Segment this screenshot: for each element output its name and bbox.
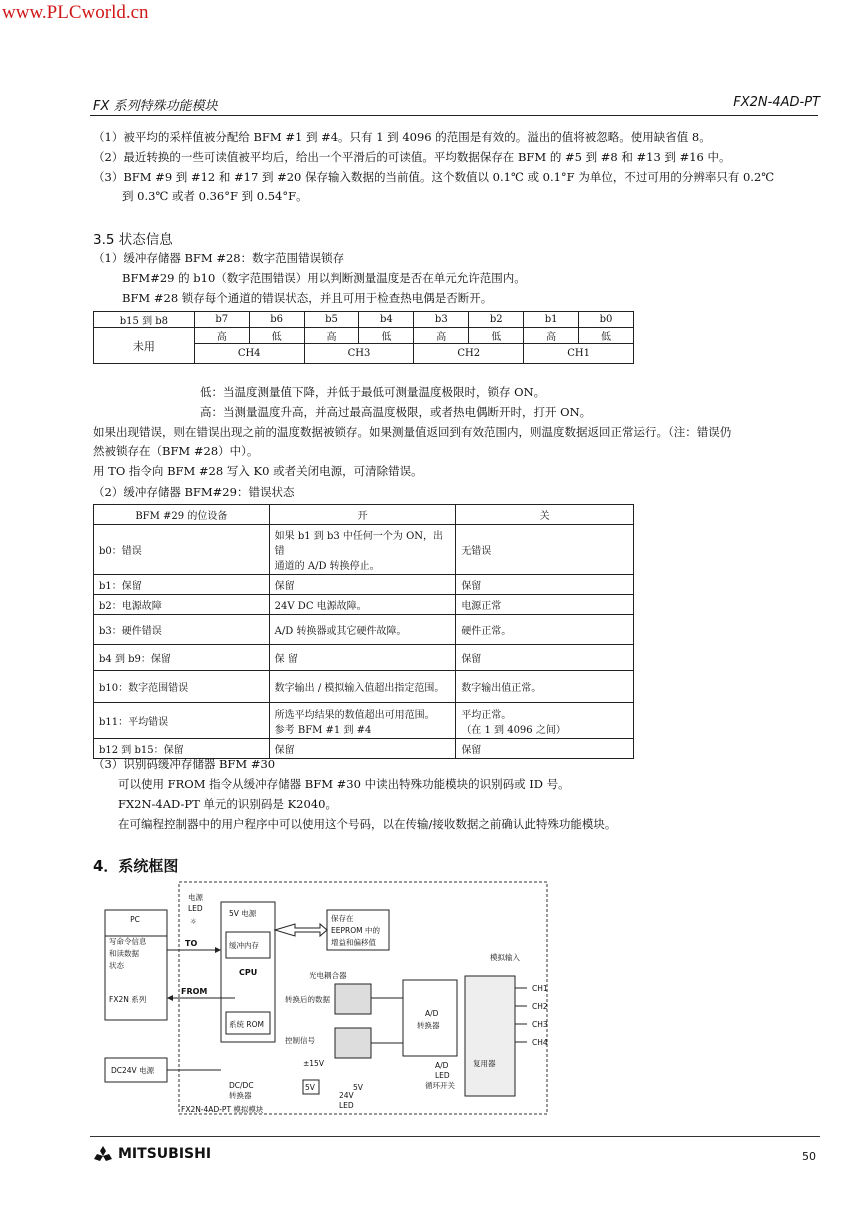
status-off: 平均正常。 （在 1 到 4096 之间） xyxy=(456,703,634,739)
status-bit: b10：数字范围错误 xyxy=(94,671,270,703)
section-4-title: 4．系统框图 xyxy=(93,857,179,875)
bit-level: 低 xyxy=(359,328,414,344)
bit-header: b7 xyxy=(194,312,249,328)
intro-item-1: （1）被平均的采样值被分配给 BFM #1 到 #4。只有 1 到 4096 的范围是有效的。溢出的值将被忽略。使用缺省值 8。 xyxy=(93,130,711,144)
pc-label: PC xyxy=(130,915,140,924)
opto-box-2 xyxy=(335,1028,371,1058)
adc-led-label-1: A/D xyxy=(435,1061,449,1070)
bit-header: b5 xyxy=(304,312,359,328)
item1-line-1: BFM#29 的 b10（数字范围错误）用以判断测量温度是否在单元允许范围内。 xyxy=(122,271,526,285)
intro-item-3: （3）BFM #9 到 #12 和 #17 到 #20 保存输入数据的当前值。这个数值以 0.1℃ 或 0.1°F 为单位，不过可用的分辨率只有 0.2℃ xyxy=(93,170,775,184)
cpu-label: CPU xyxy=(239,968,258,977)
pc-desc-3: 状态 xyxy=(109,961,124,970)
status-bit: b3：硬件错误 xyxy=(94,615,270,645)
opto-label: 光电耦合器 xyxy=(309,971,347,980)
status-off: 保留 xyxy=(456,645,634,671)
status-header: 开 xyxy=(269,505,456,525)
status-on: 保 留 xyxy=(269,645,456,671)
status-on: 24V DC 电源故障。 xyxy=(269,595,456,615)
adc-box xyxy=(403,980,457,1056)
rom-label: 系统 ROM xyxy=(229,1020,264,1029)
bit-level: 低 xyxy=(579,328,634,344)
v5b-label: 5V xyxy=(305,1083,315,1092)
intro-item-2: （2）最近转换的一些可读值被平均后，给出一个平滑后的可读值。平均数据保存在 BFM 的 #5 到 #8 和 #13 到 #16 中。 xyxy=(93,150,731,164)
status-on: 保留 xyxy=(269,575,456,595)
eeprom-arrow xyxy=(275,924,327,936)
control-signal-label: 控制信号 xyxy=(285,1036,315,1045)
dcdc-label-1: DC/DC xyxy=(229,1081,254,1090)
bit-level: 高 xyxy=(304,328,359,344)
status-on: 数字输出 / 模拟输入值超出指定范围。 xyxy=(269,671,456,703)
status-bit: b11：平均错误 xyxy=(94,703,270,739)
item3-line-3: 在可编程控制器中的用户程序中可以使用这个号码，以在传输/接收数据之前确认此特殊功能模块。 xyxy=(118,817,617,831)
mux-label: 复用器 xyxy=(473,1059,496,1068)
module-label: FX2N-4AD-PT 模拟模块 xyxy=(181,1105,264,1114)
bfm29-status-table xyxy=(93,504,634,759)
bit-header: b1 xyxy=(524,312,579,328)
bit-header: b3 xyxy=(414,312,469,328)
section-3-5-title: 3.5 状态信息 xyxy=(93,232,173,248)
dc24-label: DC24V 电源 xyxy=(111,1066,155,1075)
adc-label-1: A/D xyxy=(425,1009,439,1018)
bit-level: 高 xyxy=(194,328,249,344)
channel-label-2: CH2 xyxy=(532,1002,548,1011)
status-off: 保留 xyxy=(456,739,634,759)
bit-level: 高 xyxy=(524,328,579,344)
header-title: FX 系列特殊功能模块 xyxy=(93,99,218,114)
power-led-label-2: LED xyxy=(188,904,203,913)
error-para-2: 然被锁存在（BFM #28）中）。 xyxy=(93,444,259,458)
bit-level: 低 xyxy=(469,328,524,344)
channel-label-1: CH1 xyxy=(532,984,548,993)
page-number: 50 xyxy=(802,1150,816,1163)
system-block-diagram xyxy=(95,880,555,1120)
dcdc-label-2: 转换器 xyxy=(229,1091,252,1100)
bit-header: b2 xyxy=(469,312,524,328)
item3-title: （3）识别码缓冲存储器 BFM #30 xyxy=(93,757,276,771)
status-on: 如果 b1 到 b3 中任何一个为 ON，出错 通道的 A/D 转换停止。 xyxy=(269,525,456,575)
buffer-label: 缓冲内存 xyxy=(229,941,259,950)
header-rule xyxy=(90,115,818,116)
pc-desc-1: 写命令信息 xyxy=(109,937,147,946)
channel-cell: CH1 xyxy=(524,344,634,364)
plus15-label: ±15V xyxy=(303,1059,324,1068)
status-on: 所选平均结果的数值超出可用范围。 参考 BFM #1 到 #4 xyxy=(269,703,456,739)
item3-line-1: 可以使用 FROM 指令从缓冲存储器 BFM #30 中读出特殊功能模块的识别码或 ID 号。 xyxy=(118,777,570,791)
high-note: 高：当测量温度升高，并高过最高温度极限，或者热电偶断开时，打开 ON。 xyxy=(200,405,592,419)
led24-label-2: LED xyxy=(339,1101,354,1110)
mitsubishi-logo xyxy=(92,1146,114,1168)
loop-switch-label: 循环开关 xyxy=(425,1081,455,1090)
bfm28-bit-table xyxy=(93,311,634,364)
channel-label-4: CH4 xyxy=(532,1038,548,1047)
bits-unused-label: 未用 xyxy=(94,328,195,364)
status-off: 无错误 xyxy=(456,525,634,575)
power-led-icon: ☼ xyxy=(190,917,197,926)
led24-label-1: 24V xyxy=(339,1091,354,1100)
mitsubishi-diamonds-icon xyxy=(92,1146,114,1164)
analog-in-label: 模拟输入 xyxy=(490,953,520,962)
channel-cell: CH2 xyxy=(414,344,524,364)
power-led-label-1: 电源 xyxy=(188,893,203,902)
bit-header: b0 xyxy=(579,312,634,328)
status-on: 保留 xyxy=(269,739,456,759)
mux-box xyxy=(465,976,515,1096)
eeprom-label-2: EEPROM 中的 xyxy=(331,926,380,935)
eeprom-label-1: 保存在 xyxy=(331,914,354,923)
bit-level: 低 xyxy=(249,328,304,344)
opto-box-1 xyxy=(335,984,371,1014)
status-bit: b0：错误 xyxy=(94,525,270,575)
status-bit: b1：保留 xyxy=(94,575,270,595)
status-bit: b12 到 b15：保留 xyxy=(94,739,270,759)
header-model: FX2N-4AD-PT xyxy=(733,95,820,110)
status-bit: b2：电源故障 xyxy=(94,595,270,615)
status-off: 电源正常 xyxy=(456,595,634,615)
status-header: 关 xyxy=(456,505,634,525)
bit-header: b4 xyxy=(359,312,414,328)
item1-title: （1）缓冲存储器 BFM #28：数字范围错误锁存 xyxy=(93,251,345,265)
from-label: FROM xyxy=(181,987,208,996)
bit-header: b6 xyxy=(249,312,304,328)
to-arrowhead xyxy=(215,947,221,953)
from-arrowhead xyxy=(167,995,173,1001)
error-para-3: 用 TO 指令向 BFM #28 写入 K0 或者关闭电源，可清除错误。 xyxy=(93,464,423,478)
footer-rule xyxy=(90,1136,820,1137)
adc-label-2: 转换器 xyxy=(417,1021,440,1030)
channel-cell: CH4 xyxy=(194,344,304,364)
status-bit: b4 到 b9：保留 xyxy=(94,645,270,671)
status-header: BFM #29 的位设备 xyxy=(94,505,270,525)
status-off: 数字输出值正常。 xyxy=(456,671,634,703)
adc-led-label-2: LED xyxy=(435,1071,450,1080)
item3-line-2: FX2N-4AD-PT 单元的识别码是 K2040。 xyxy=(118,797,337,811)
item1-line-2: BFM #28 锁存每个通道的错误状态，并且可用于检查热电偶是否断开。 xyxy=(122,291,493,305)
status-on: A/D 转换器或其它硬件故障。 xyxy=(269,615,456,645)
status-off: 硬件正常。 xyxy=(456,615,634,645)
low-note: 低：当温度测量值下降，并低于最低可测量温度极限时，锁存 ON。 xyxy=(200,385,546,399)
error-para-1: 如果出现错误，则在错误出现之前的温度数据被锁存。如果测量值返回到有效范围内，则温度数据返回正常运行。（注：错误仍 xyxy=(93,425,732,439)
v5-label: 5V 电源 xyxy=(229,909,257,918)
channel-cell: CH3 xyxy=(304,344,414,364)
pc-desc-2: 和读数据 xyxy=(109,949,139,958)
to-label: TO xyxy=(185,939,198,948)
intro-item-3-cont: 到 0.3℃ 或者 0.36°F 到 0.54°F。 xyxy=(122,189,308,203)
bit-level: 高 xyxy=(414,328,469,344)
item2-title: （2）缓冲存储器 BFM#29：错误状态 xyxy=(93,485,295,499)
fx-series-label: FX2N 系列 xyxy=(109,995,147,1004)
status-off: 保留 xyxy=(456,575,634,595)
channel-label-3: CH3 xyxy=(532,1020,548,1029)
v5c-label: 5V xyxy=(353,1083,363,1092)
footer-brand: MITSUBISHI xyxy=(118,1146,212,1162)
watermark: www.PLCworld.cn xyxy=(2,2,149,23)
bits-unused-head: b15 到 b8 xyxy=(94,312,195,328)
converted-data-label: 转换后的数据 xyxy=(285,995,330,1004)
eeprom-label-3: 增益和偏移值 xyxy=(331,938,376,947)
